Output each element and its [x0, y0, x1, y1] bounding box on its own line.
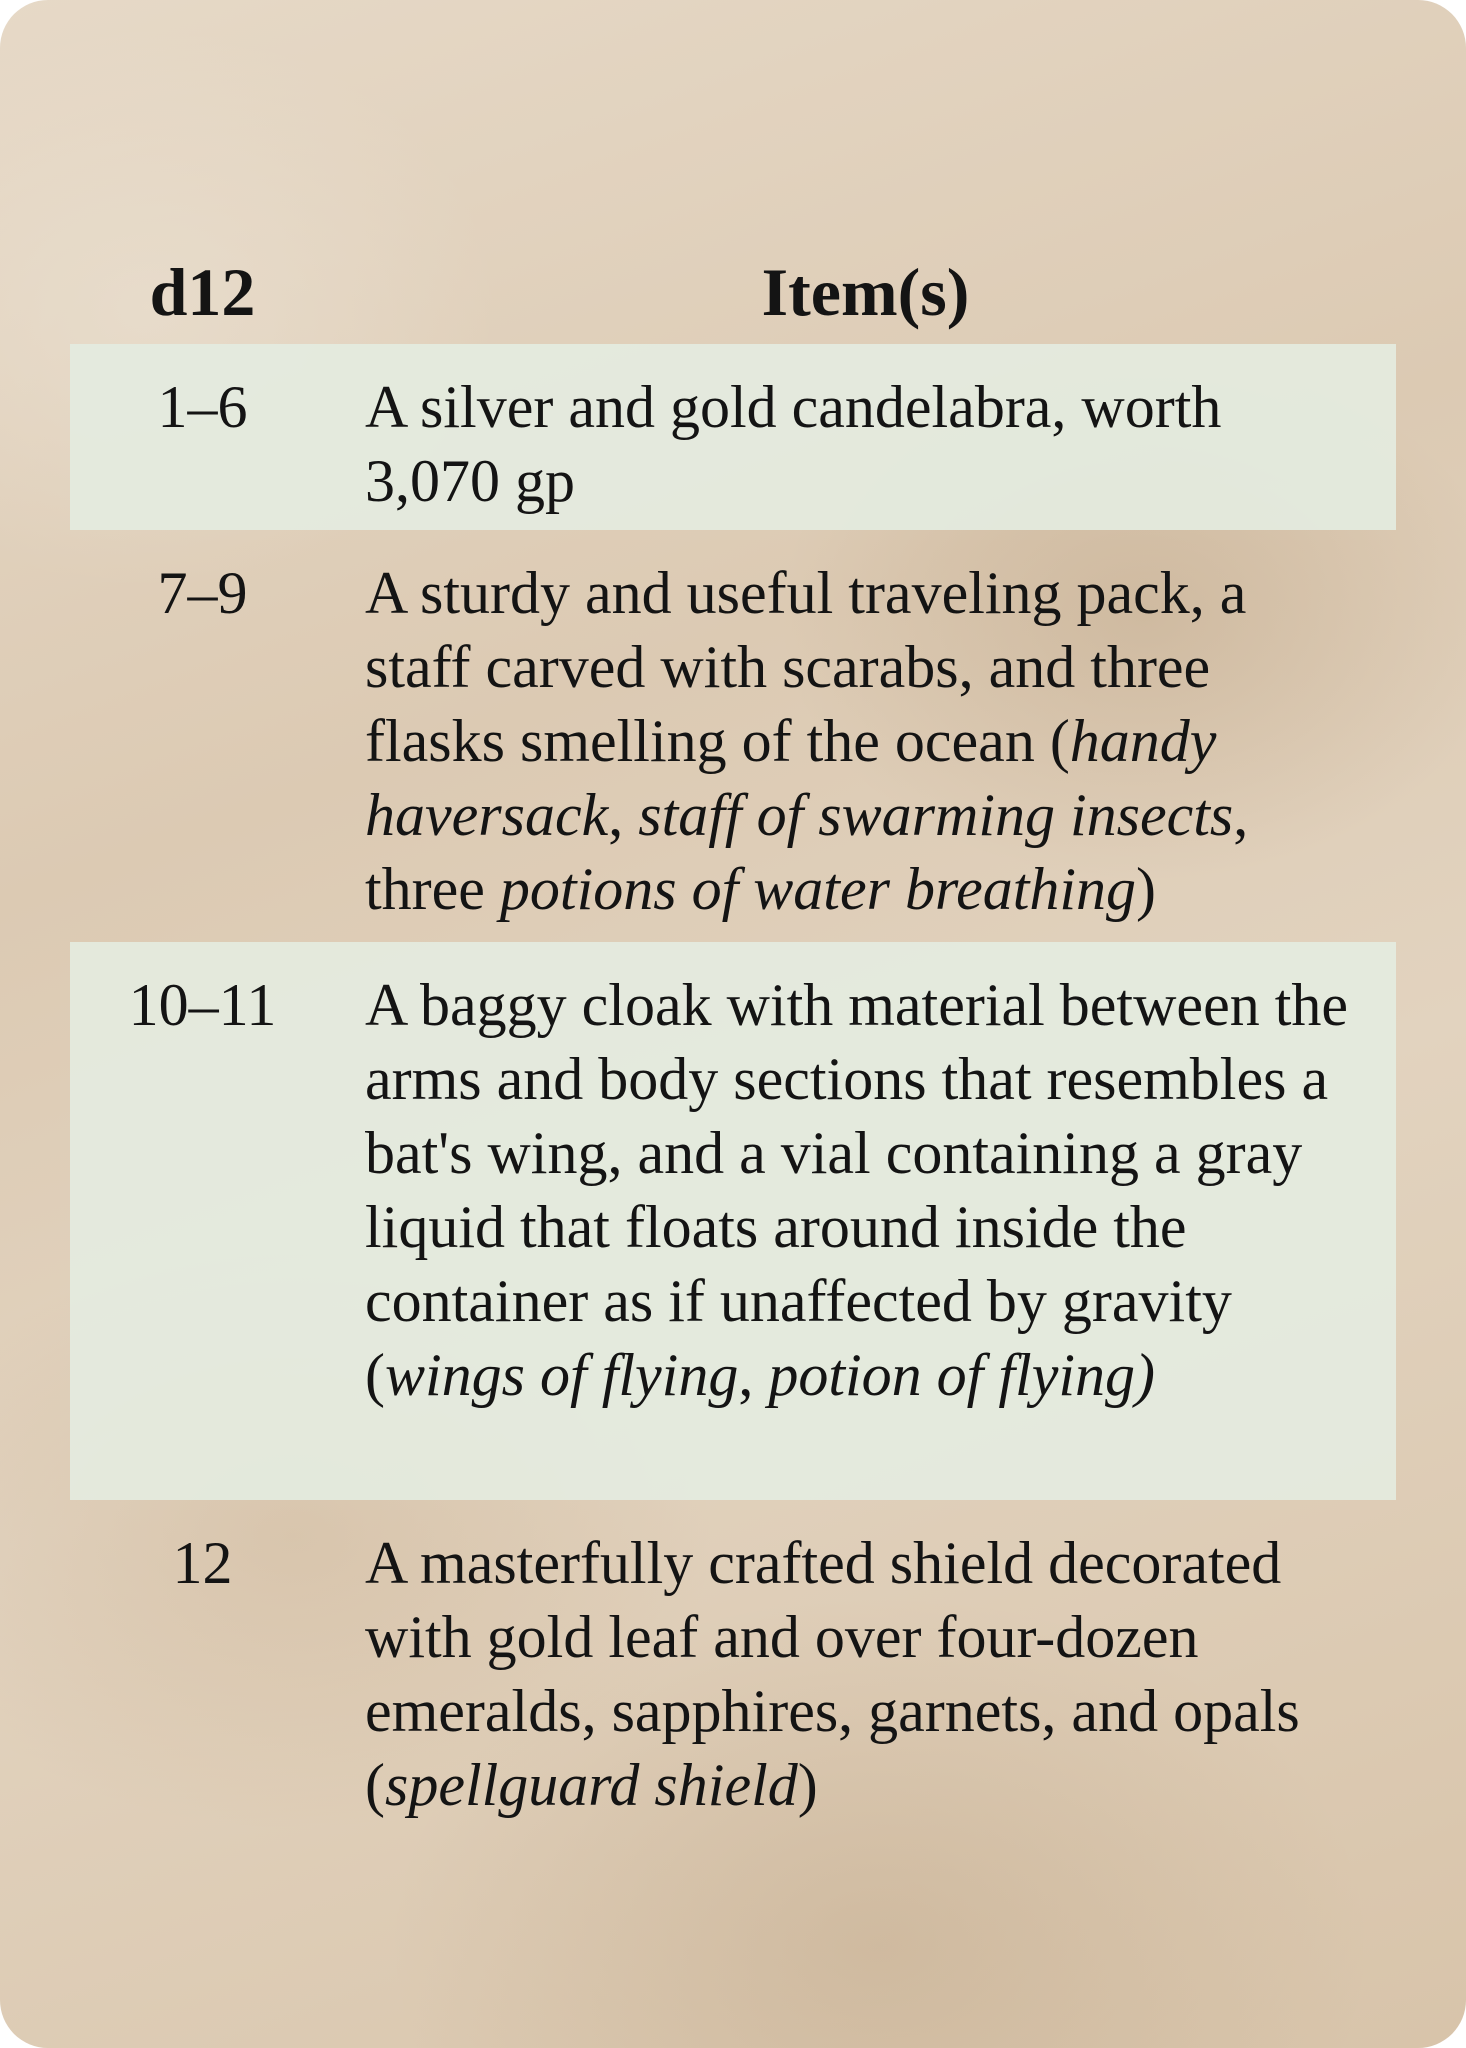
item-text: ) [797, 1752, 818, 1818]
header-items: Item(s) [761, 253, 970, 330]
item-text: A sturdy and useful traveling pack, a staff carved with scarabs, and three flasks smelling of the ocean ( [365, 560, 1247, 774]
row-roll: 1–6 [157, 374, 248, 440]
table-row [70, 344, 1396, 530]
item-text: , three [365, 782, 1249, 922]
item-name: wings of flying [384, 1342, 739, 1408]
item-name: potion of flying) [768, 1342, 1155, 1408]
row-items [335, 370, 1396, 518]
item-text: A masterfully crafted shield decorated with gold leaf and over four-dozen emeralds, sapphires, garnets, and opals ( [365, 1530, 1300, 1818]
item-name: spellguard shield [384, 1752, 798, 1818]
table-row [70, 1500, 1396, 1830]
treasure-table [70, 240, 1396, 1830]
item-text: A baggy cloak with material between the arms and body sections that resembles a bat's wing, and a vial containing a gray liquid that floats around inside the container as if unaffected by gravity ( [365, 972, 1348, 1408]
row-roll: 12 [172, 1530, 233, 1596]
item-text: , [738, 1342, 769, 1408]
table-row [70, 942, 1396, 1500]
item-text: ) [1136, 856, 1157, 922]
item-name: staff of swarming insects [638, 782, 1234, 848]
row-items [335, 556, 1396, 926]
row-items [335, 1526, 1396, 1822]
row-items [335, 968, 1396, 1412]
item-name: potions of water breathing [499, 856, 1137, 922]
table-row [70, 530, 1396, 942]
table-header [70, 240, 1396, 344]
item-name: handy haversack [365, 708, 1217, 848]
row-roll: 7–9 [157, 560, 248, 626]
item-text: A silver and gold candelabra, worth 3,070 gp [365, 374, 1222, 514]
header-roll: d12 [149, 253, 256, 330]
item-text: , [608, 782, 639, 848]
row-roll: 10–11 [128, 972, 277, 1038]
